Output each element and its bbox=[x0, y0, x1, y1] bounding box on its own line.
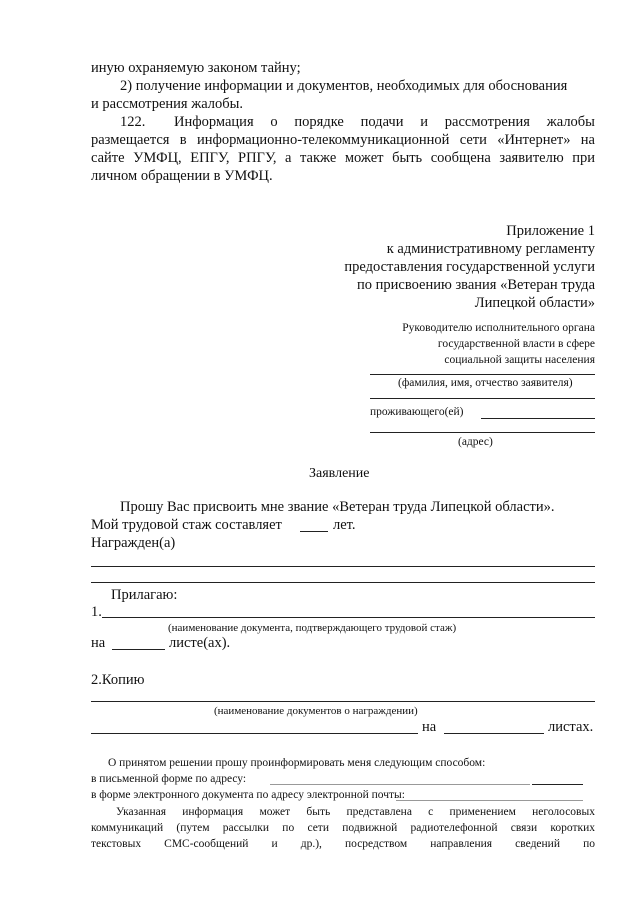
text-line: сайте УМФЦ, ЕПГУ, РПГУ, а также может быть сообщена заявителю при bbox=[91, 150, 595, 166]
appendix-line: к административному регламенту bbox=[386, 241, 595, 257]
word: может bbox=[259, 806, 291, 818]
fio-field-line2[interactable] bbox=[370, 398, 595, 399]
justified-line bbox=[116, 806, 595, 818]
email-field[interactable] bbox=[396, 800, 583, 801]
awards-field[interactable] bbox=[91, 566, 595, 567]
item-number: 2.Копию bbox=[91, 672, 145, 688]
word: применением bbox=[449, 806, 516, 818]
justified-line bbox=[174, 114, 595, 131]
word: жалобы bbox=[546, 114, 595, 130]
addressee-line: Руководителю исполнительного органа bbox=[402, 322, 595, 334]
attach-label: Прилагаю: bbox=[111, 587, 178, 603]
addressee-line: государственной власти в сфере bbox=[437, 338, 595, 350]
word: с bbox=[428, 806, 434, 818]
awards-field-line2[interactable] bbox=[91, 582, 595, 583]
field-caption: (наименование документов о награждении) bbox=[214, 705, 418, 717]
address-field[interactable] bbox=[370, 432, 595, 433]
appendix-line: Липецкой области» bbox=[474, 295, 595, 311]
word: рассмотрения bbox=[444, 114, 530, 130]
sheets-count-field-2[interactable] bbox=[444, 733, 544, 734]
text-line: и рассмотрения жалобы. bbox=[91, 96, 244, 112]
word: сведений bbox=[515, 838, 560, 850]
field-caption: (адрес) bbox=[458, 436, 493, 448]
field-caption: (фамилия, имя, отчество заявителя) bbox=[398, 377, 573, 389]
experience-years-field[interactable] bbox=[300, 531, 328, 532]
text-line: листах. bbox=[548, 719, 594, 735]
word: направления bbox=[430, 838, 493, 850]
text-line: размещается в информационно-телекоммуникационной сети «Интернет» на bbox=[91, 132, 595, 148]
word: о bbox=[270, 114, 278, 130]
word: посредством bbox=[345, 838, 408, 850]
sheets-count-field[interactable] bbox=[112, 649, 165, 650]
text-line: Прошу Вас присвоить мне звание «Ветеран труда Липецкой области». bbox=[120, 499, 555, 515]
text-line: Награжден(а) bbox=[91, 535, 176, 551]
text-line: в письменной форме по адресу: bbox=[91, 773, 247, 785]
word: и bbox=[271, 838, 278, 850]
item-number: 1. bbox=[91, 604, 102, 620]
word: и bbox=[420, 114, 429, 130]
word: информация bbox=[182, 806, 244, 818]
awards-documents-field[interactable] bbox=[91, 701, 595, 702]
word: Указанная bbox=[116, 806, 166, 818]
awards-documents-field-line2[interactable] bbox=[91, 733, 418, 734]
text-line: коммуникаций (путем рассылки по сети подвижной радиотелефонной связи коротких bbox=[91, 822, 595, 834]
appendix-line: предоставления государственной услуги bbox=[344, 259, 595, 275]
appendix-title: Приложение 1 bbox=[506, 223, 595, 239]
word: Информация bbox=[174, 114, 254, 130]
text-line: иную охраняемую законом тайну; bbox=[91, 60, 301, 76]
justified-line bbox=[91, 838, 595, 850]
appendix-line: по присвоению звания «Ветеран труда bbox=[357, 277, 595, 293]
word: быть bbox=[306, 806, 331, 818]
text-line: 2) получение информации и документов, необходимых для обоснования bbox=[120, 78, 568, 94]
addressee-line: социальной защиты населения bbox=[444, 354, 595, 366]
text-line: на bbox=[91, 635, 106, 651]
text-line: Мой трудовой стаж составляет bbox=[91, 517, 282, 533]
word: неголосовых bbox=[532, 806, 595, 818]
paragraph-number: 122. bbox=[120, 114, 146, 130]
text-line: на bbox=[422, 719, 437, 735]
document-name-field[interactable] bbox=[102, 617, 595, 618]
text-line: личном обращении в УМФЦ. bbox=[91, 168, 273, 184]
word: др.), bbox=[300, 838, 322, 850]
word: подачи bbox=[360, 114, 404, 130]
text-line: листе(ах). bbox=[169, 635, 231, 651]
word: порядке bbox=[294, 114, 344, 130]
residing-field[interactable] bbox=[481, 418, 595, 419]
word: текстовых bbox=[91, 838, 142, 850]
fio-field[interactable] bbox=[370, 374, 595, 375]
text-line: в форме электронного документа по адресу электронной почты: bbox=[91, 789, 405, 801]
statement-title: Заявление bbox=[309, 466, 370, 481]
residing-label: проживающего(ей) bbox=[370, 406, 464, 418]
word: представлена bbox=[346, 806, 412, 818]
postal-address-field[interactable] bbox=[270, 784, 530, 785]
text-line: О принятом решении прошу проинформировать меня следующим способом: bbox=[108, 757, 486, 769]
text-line: лет. bbox=[333, 517, 356, 533]
word: СМС-сообщений bbox=[164, 838, 249, 850]
word: по bbox=[583, 838, 595, 850]
field-caption: (наименование документа, подтверждающего трудовой стаж) bbox=[168, 622, 457, 634]
postal-address-field-end[interactable] bbox=[532, 784, 583, 785]
